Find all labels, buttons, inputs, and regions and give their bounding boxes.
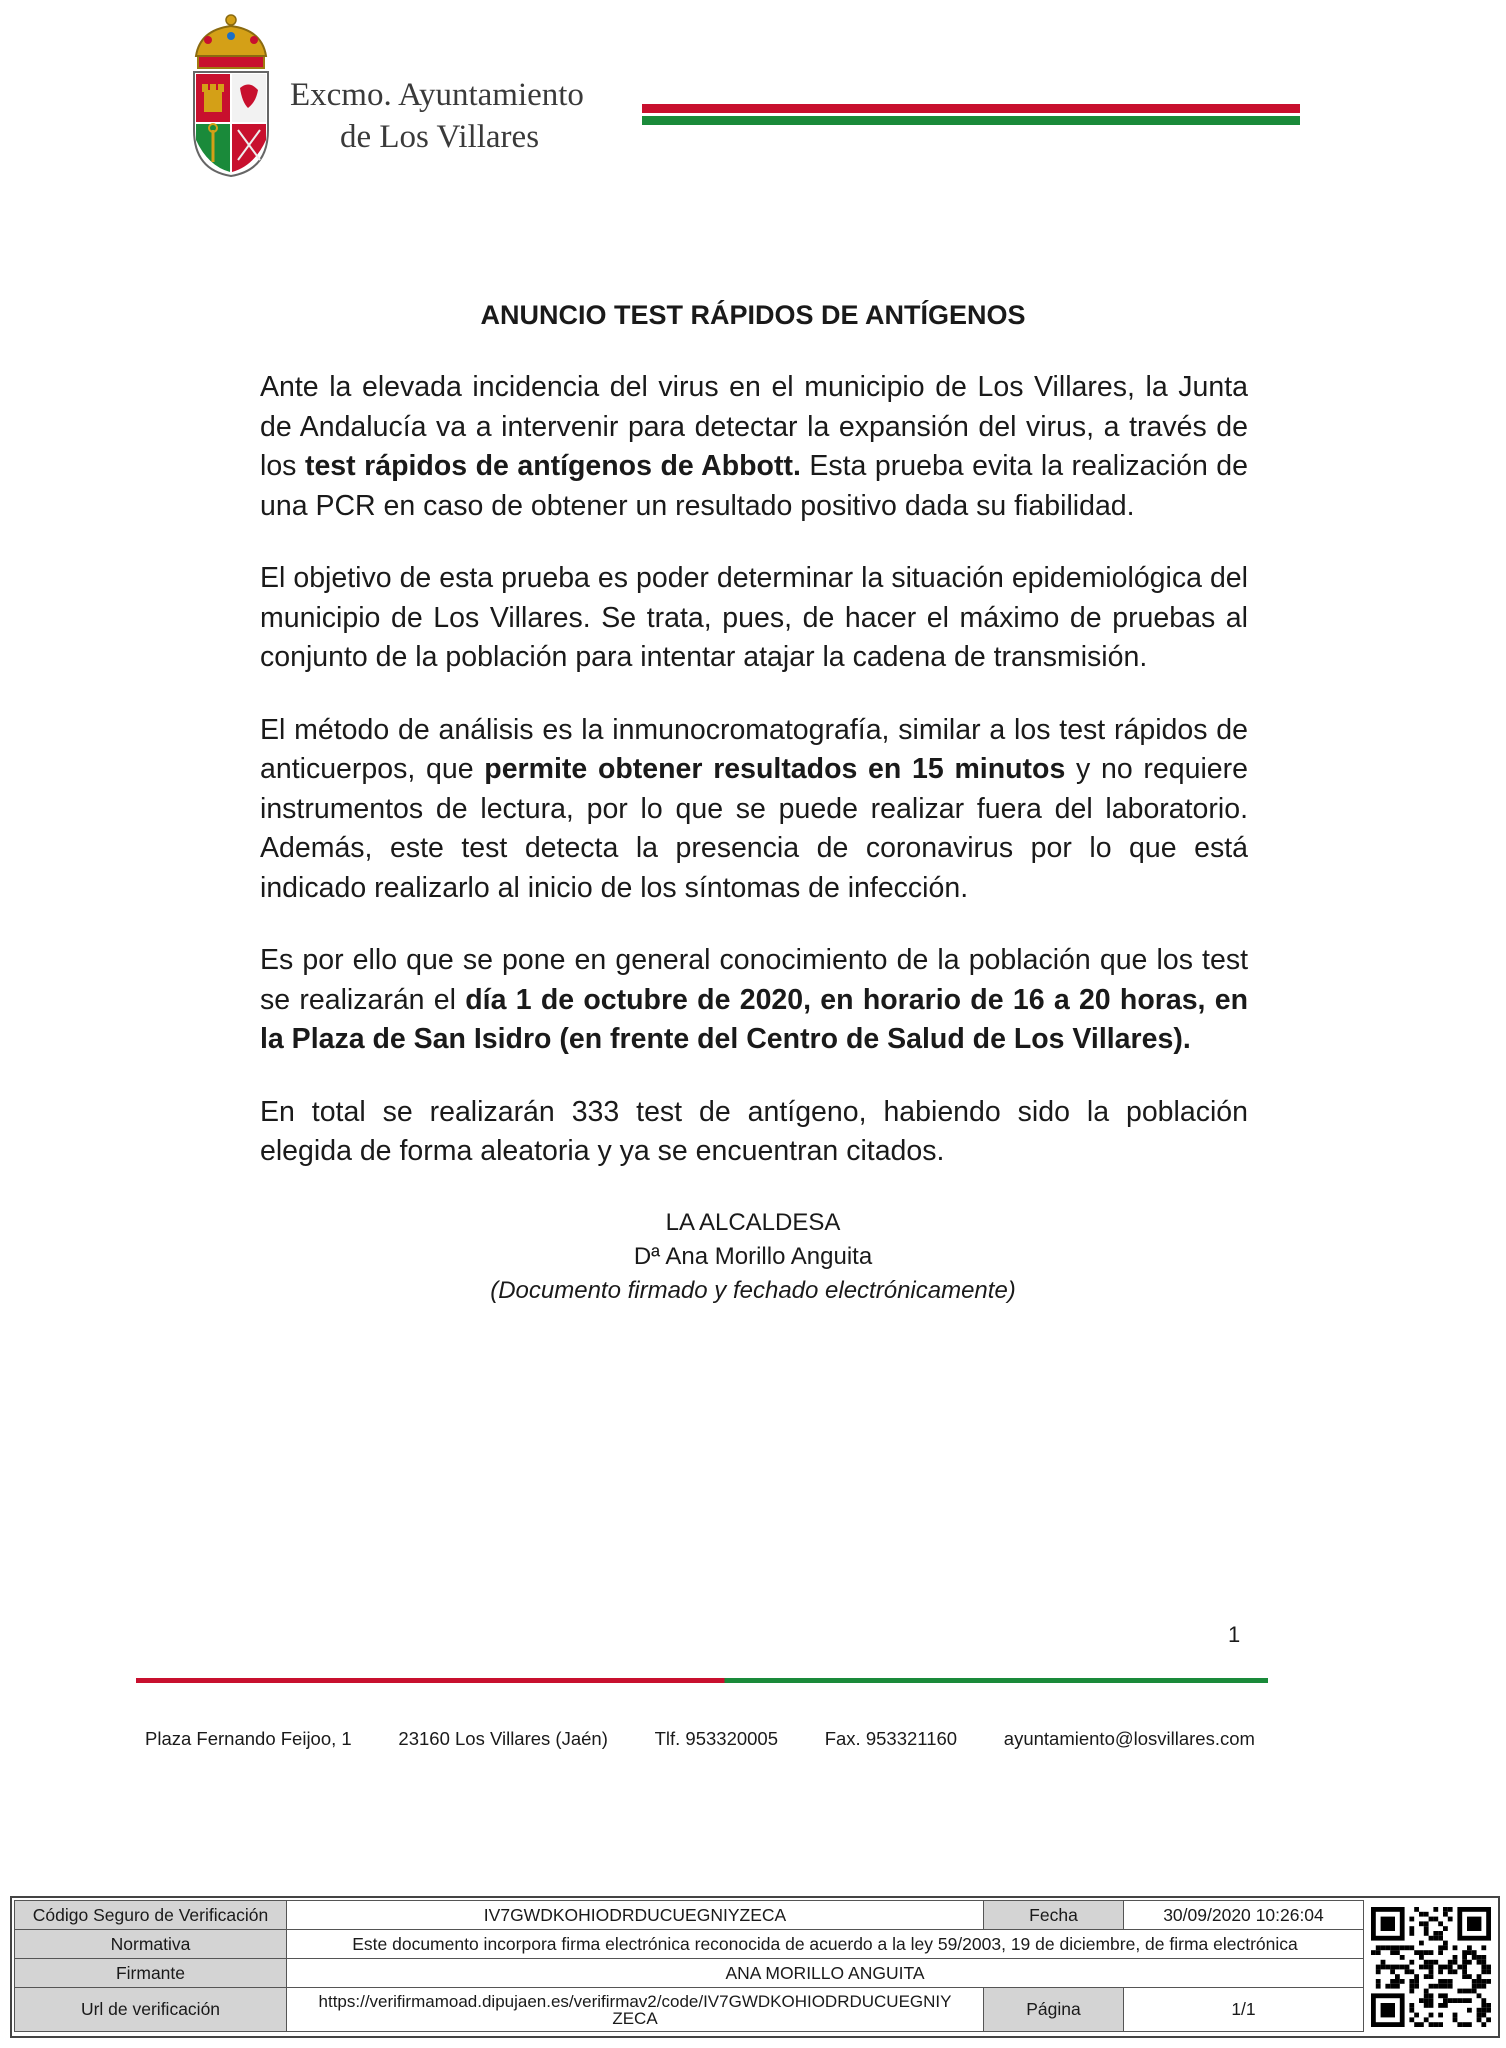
- coat-of-arms-icon: [186, 10, 276, 180]
- signature-role: LA ALCALDESA: [665, 1209, 841, 1236]
- qr-code-icon: [1364, 1900, 1498, 2034]
- verification-table: [14, 1900, 1364, 2032]
- organization-name-line2: de Los Villares: [340, 119, 540, 155]
- url-value[interactable]: https://verifirmamoad.dipujaen.es/verifirmav2/code/IV7GWDKOHIODRDUCUEGNIY ZECA: [287, 1988, 984, 2032]
- footer-contact: [145, 1728, 1255, 1750]
- page-number: 1: [1228, 1622, 1241, 1647]
- signature-name: Dª Ana Morillo Anguita: [633, 1243, 873, 1270]
- table-row: [15, 1959, 1364, 1988]
- url-label: Url de verificación: [15, 1988, 287, 2032]
- document-body: [260, 368, 1248, 1205]
- page-value: 1/1: [1124, 1988, 1364, 2032]
- date-value: 30/09/2020 10:26:04: [1124, 1901, 1364, 1930]
- footer-phone: Tlf. 953320005: [654, 1728, 779, 1749]
- paragraph-5: En total se realizarán 333 test de antígeno, habiendo sido la población elegida de forma aleatoria y ya se encuentran citados.: [260, 1095, 1248, 1167]
- page-label: Página: [984, 1988, 1124, 2032]
- organization-name-line1: Excmo. Ayuntamiento: [290, 77, 584, 113]
- norm-value: Este documento incorpora firma electrónica reconocida de acuerdo a la ley 59/2003, 19 de diciembre, de firma electrónica: [287, 1930, 1364, 1959]
- document-title: ANUNCIO TEST RÁPIDOS DE ANTÍGENOS: [480, 300, 1026, 330]
- table-row: [15, 1930, 1364, 1959]
- footer-email: ayuntamiento@losvillares.com: [1003, 1728, 1255, 1749]
- paragraph-4: Es por ello que se pone en general conocimiento de la población que los test se realizarán el día 1 de octubre de 2020, en horario de 16 a 20 horas, en la Plaza de San Isidro (en frente del Centro de Salud de Los Villares).: [260, 944, 1248, 1055]
- csv-label: Código Seguro de Verificación: [15, 1901, 287, 1930]
- norm-label: Normativa: [15, 1930, 287, 1959]
- table-row: [15, 1988, 1364, 2032]
- footer-fax: Fax. 953321160: [824, 1728, 958, 1749]
- table-row: [15, 1901, 1364, 1930]
- signature-block: [0, 1206, 1506, 1308]
- paragraph-1: Ante la elevada incidencia del virus en el municipio de Los Villares, la Junta de Andalucía va a intervenir para detectar la expansión del virus, a través de los test rápidos de antígenos de Abbott. Esta prueba evita la realización de una PCR en caso de obtener un resultado positivo dada su fiabilidad.: [260, 371, 1248, 522]
- signer-value: ANA MORILLO ANGUITA: [287, 1959, 1364, 1988]
- signer-label: Firmante: [15, 1959, 287, 1988]
- footer-address: Plaza Fernando Feijoo, 1: [145, 1728, 352, 1749]
- header-stripes: [642, 104, 1300, 125]
- csv-value: IV7GWDKOHIODRDUCUEGNIYZECA: [287, 1901, 984, 1930]
- organization-name: [290, 74, 584, 158]
- paragraph-2: El objetivo de esta prueba es poder determinar la situación epidemiológica del municipio de Los Villares. Se trata, pues, de hacer el máximo de pruebas al conjunto de la población para intentar atajar la cadena de transmisión.: [260, 562, 1248, 673]
- verification-box: [10, 1896, 1500, 2038]
- paragraph-3: El método de análisis es la inmunocromatografía, similar a los test rápidos de anticuerpos, que permite obtener resultados en 15 minutos y no requiere instrumentos de lectura, por lo que se puede realizar fuera del laboratorio. Además, este test detecta la presencia de coronavirus por lo que está indicado realizarlo al inicio de los síntomas de infección.: [260, 713, 1248, 904]
- footer-stripe: [136, 1678, 1268, 1683]
- signature-note: (Documento firmado y fechado electrónicamente): [490, 1277, 1016, 1304]
- date-label: Fecha: [984, 1901, 1124, 1930]
- footer-city: 23160 Los Villares (Jaén): [398, 1728, 608, 1749]
